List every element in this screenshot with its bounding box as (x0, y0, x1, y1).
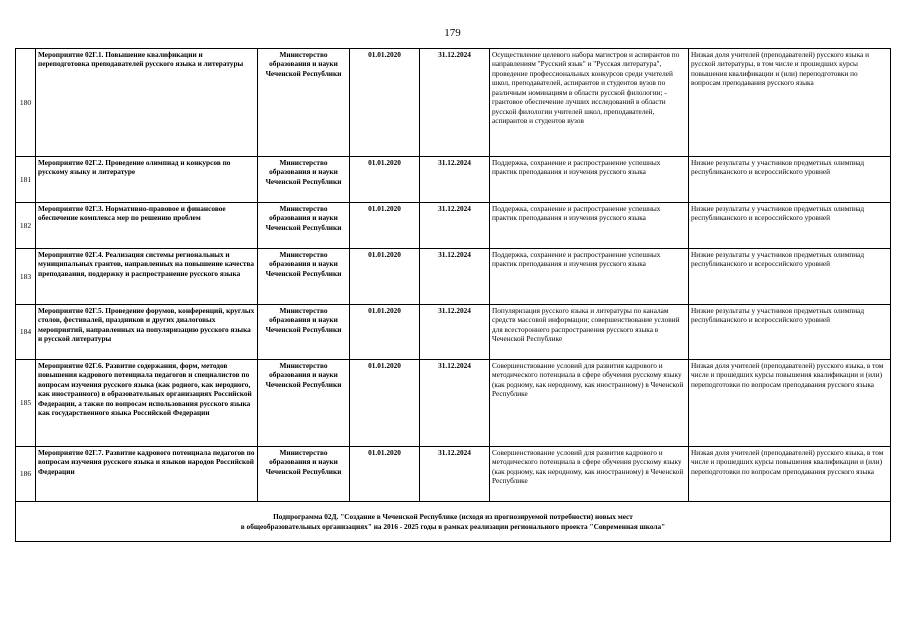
event-name: Мероприятие 02Г.6. Развитие содержания, форм, методов повышения кадрового потенциала педагогов и специалистов по вопросам изучения русского языка (как родного, как неродного, как иностранного) в образовательных организациях Российской Федерации, а также по вопросам использования русского языка как государственного языка Российской Федерации (36, 360, 258, 447)
end-date: 31.12.2024 (420, 203, 490, 249)
expected-result: Популяризация русского языка и литературы по каналам средств массовой информации; совершенствование условий для всестороннего распространения русского языка в Чеченской Республике (490, 305, 689, 360)
non-implementation-consequences: Низкие результаты у участников предметных олимпиад республиканского и всероссийского уровней (689, 249, 891, 305)
expected-result: Поддержка, сохранение и распространение успешных практик преподавания и изучения русского языка (490, 249, 689, 305)
executor: Министерство образования и науки Чеченской Республики (258, 249, 350, 305)
end-date: 31.12.2024 (420, 157, 490, 203)
executor: Министерство образования и науки Чеченской Республики (258, 447, 350, 502)
non-implementation-consequences: Низкая доля учителей (преподавателей) русского языка и русской литературы, в том числе и прошедших курсы повышения квалификации и (или) переподготовки по вопросам преподавания русского языка (689, 49, 891, 157)
expected-result: Совершенствование условий для развития кадрового и методического потенциала в сфере обучения русскому языку (как родному, как неродному, как иностранному) в Чеченской Республике (490, 360, 689, 447)
executor: Министерство образования и науки Чеченской Республики (258, 49, 350, 157)
non-implementation-consequences: Низкие результаты у участников предметных олимпиад республиканского и всероссийского уровней (689, 305, 891, 360)
non-implementation-consequences: Низкие результаты у участников предметных олимпиад республиканского и всероссийского уровней (689, 157, 891, 203)
start-date: 01.01.2020 (350, 157, 420, 203)
executor: Министерство образования и науки Чеченской Республики (258, 203, 350, 249)
start-date: 01.01.2020 (350, 305, 420, 360)
subprogram-row (16, 502, 891, 542)
executor: Министерство образования и науки Чеченской Республики (258, 157, 350, 203)
row-number: 183 (16, 249, 36, 305)
event-name: Мероприятие 02Г.4. Реализация системы региональных и муниципальных грантов, направленных на повышение качества преподавания, поддержку и распространение русского языка (36, 249, 258, 305)
start-date: 01.01.2020 (350, 360, 420, 447)
start-date: 01.01.2020 (350, 447, 420, 502)
row-number: 186 (16, 447, 36, 502)
end-date: 31.12.2024 (420, 360, 490, 447)
subprogram-title (16, 502, 891, 542)
non-implementation-consequences: Низкие результаты у участников предметных олимпиад республиканского и всероссийского уровней (689, 203, 891, 249)
table-row (16, 203, 891, 249)
expected-result: Поддержка, сохранение и распространение успешных практик преподавания и изучения русского языка (490, 157, 689, 203)
event-name: Мероприятие 02Г.2. Проведение олимпиад и конкурсов по русскому языку и литературе (36, 157, 258, 203)
end-date: 31.12.2024 (420, 49, 490, 157)
expected-result: Совершенствование условий для развития кадрового и методического потенциала в сфере обучения русскому языку (как родному, как неродному, как иностранному) в Чеченской Республике (490, 447, 689, 502)
event-name: Мероприятие 02Г.3. Нормативно-правовое и финансовое обеспечение комплекса мер по решению проблем (36, 203, 258, 249)
end-date: 31.12.2024 (420, 305, 490, 360)
expected-result: Осуществление целевого набора магистров и аспирантов по направлениям "Русский язык" и "Русская литература", проведение профессиональных конкурсов среди учителей школ, преподавателей, аспирантов и студентов вузов по различным номинациям в области русской филологии; - грантовое обеспечение лучших исследований в области русской филологии учителей школ, преподавателей, аспирантов и студентов вузов (490, 49, 689, 157)
subprogram-title-line-2: в общеобразовательных организациях" на 2016 - 2025 годы в рамках реализации регионального проекта "Современная школа" (240, 521, 666, 531)
event-name: Мероприятие 02Г.1. Повышение квалификации и переподготовка преподавателей русского языка и литературы (36, 49, 258, 157)
row-number: 185 (16, 360, 36, 447)
executor: Министерство образования и науки Чеченской Республики (258, 305, 350, 360)
executor: Министерство образования и науки Чеченской Республики (258, 360, 350, 447)
event-name: Мероприятие 02Г.7. Развитие кадрового потенциала педагогов по вопросам изучения русского языка и языков народов Российской Федерации (36, 447, 258, 502)
non-implementation-consequences: Низкая доля учителей (преподавателей) русского языка, в том числе и прошедших курсы повышения квалификации и (или) переподготовки по вопросам преподавания русского языка (689, 360, 891, 447)
non-implementation-consequences: Низкая доля учителей (преподавателей) русского языка, в том числе и прошедших курсы повышения квалификации и (или) переподготовки по вопросам преподавания русского языка (689, 447, 891, 502)
row-number: 180 (16, 49, 36, 157)
table-row (16, 305, 891, 360)
start-date: 01.01.2020 (350, 249, 420, 305)
end-date: 31.12.2024 (420, 249, 490, 305)
end-date: 31.12.2024 (420, 447, 490, 502)
expected-result: Поддержка, сохранение и распространение успешных практик преподавания и изучения русского языка (490, 203, 689, 249)
table-row (16, 249, 891, 305)
subprogram-title-line-1: Подпрограмма 02Д. "Создание в Чеченской Республике (исходя из прогнозируемой потребности) новых мест (273, 512, 633, 522)
table-row (16, 49, 891, 157)
table-row (16, 360, 891, 447)
table-row (16, 447, 891, 502)
row-number: 182 (16, 203, 36, 249)
page-number: 179 (444, 27, 461, 39)
table-row (16, 157, 891, 203)
row-number: 181 (16, 157, 36, 203)
event-name: Мероприятие 02Г.5. Проведение форумов, конференций, круглых столов, фестивалей, праздников и других диалоговых мероприятий, направленных на популяризацию русского языка и русской литературы (36, 305, 258, 360)
row-number: 184 (16, 305, 36, 360)
start-date: 01.01.2020 (350, 49, 420, 157)
start-date: 01.01.2020 (350, 203, 420, 249)
program-table (15, 48, 891, 542)
